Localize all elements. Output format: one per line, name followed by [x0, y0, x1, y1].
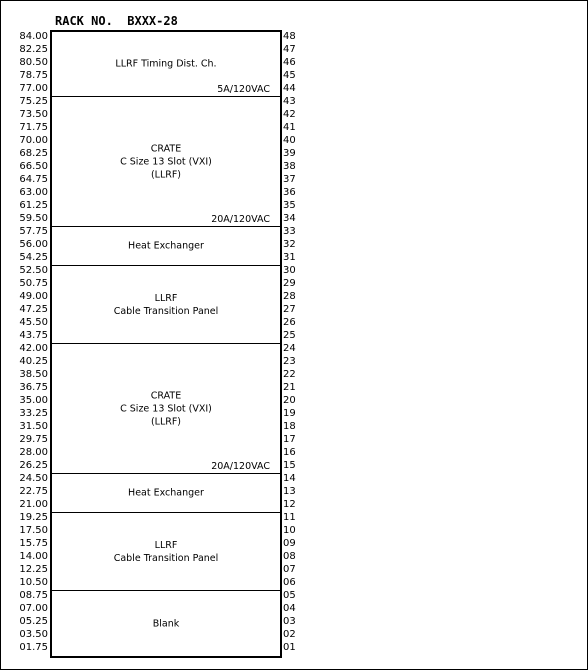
slot-label: [52, 58, 280, 71]
height-tick-label: 12.25: [19, 564, 48, 575]
slot-label-line: LLRF: [154, 292, 178, 304]
slot-label-line: Heat Exchanger: [128, 240, 204, 252]
height-tick-label: 63.00: [19, 187, 48, 198]
rack-unit-label: 24: [283, 343, 296, 354]
slot-label-line: CRATE: [150, 390, 182, 401]
rack-unit-label: 22: [283, 369, 296, 380]
height-tick-label: 71.75: [19, 122, 48, 133]
rack-unit-label: 05: [283, 590, 296, 601]
rack-unit-label: 27: [283, 304, 296, 315]
rack-slot: [52, 97, 280, 227]
height-tick-label: 84.00: [19, 31, 48, 42]
height-tick-label: 15.75: [19, 538, 48, 549]
height-tick-label: 47.25: [19, 304, 48, 315]
height-tick-label: 49.00: [19, 291, 48, 302]
slot-label-line: Cable Transition Panel: [113, 552, 219, 564]
rack-unit-label: 06: [283, 577, 296, 588]
slot-label-line: LLRF Timing Dist. Ch.: [115, 58, 217, 70]
height-tick-label: 35.00: [19, 395, 48, 406]
rack-unit-label: 28: [283, 291, 296, 302]
rack-unit-label: 33: [283, 226, 296, 237]
height-tick-label: 33.25: [19, 408, 48, 419]
height-tick-label: 01.75: [19, 642, 48, 653]
rack-unit-label: 02: [283, 629, 296, 640]
rack-unit-label: 11: [283, 512, 296, 523]
rack-unit-label: 43: [283, 96, 296, 107]
height-tick-label: 61.25: [19, 200, 48, 211]
height-tick-label: 77.00: [19, 83, 48, 94]
rack-unit-label: 17: [283, 434, 296, 445]
rack-unit-label: 01: [283, 642, 296, 653]
slot-label: [52, 487, 280, 500]
slot-label: [52, 389, 280, 428]
rack-unit-label: 14: [283, 473, 296, 484]
height-tick-label: 64.75: [19, 174, 48, 185]
slot-label: [52, 539, 280, 565]
rack-unit-label: 29: [283, 278, 296, 289]
height-tick-label: 21.00: [19, 499, 48, 510]
rack-unit-label: 41: [283, 122, 296, 133]
slot-label-line: CRATE: [150, 143, 182, 154]
rack-unit-label: 32: [283, 239, 296, 250]
height-tick-label: 10.50: [19, 577, 48, 588]
height-tick-label: 50.75: [19, 278, 48, 289]
height-tick-label: 78.75: [19, 70, 48, 81]
rack-title: RACK NO. BXXX-28: [55, 14, 178, 28]
slot-label-line: C Size 13 Slot (VXI): [120, 403, 212, 414]
rack-unit-label: 19: [283, 408, 296, 419]
height-tick-label: 14.00: [19, 551, 48, 562]
rack-unit-label: 36: [283, 187, 296, 198]
height-tick-label: 56.00: [19, 239, 48, 250]
height-tick-label: 52.50: [19, 265, 48, 276]
rack-unit-label: 40: [283, 135, 296, 146]
slot-label-line: (LLRF): [150, 169, 182, 180]
rack-slot: [52, 266, 280, 344]
rack-unit-label: 47: [283, 44, 296, 55]
slot-label-line: LLRF: [154, 539, 178, 551]
rack-unit-label: 21: [283, 382, 296, 393]
rack-unit-label: 31: [283, 252, 296, 263]
rack-slot: [52, 513, 280, 591]
rack-slot: [52, 474, 280, 513]
power-rating-note: 20A/120VAC: [211, 214, 270, 225]
rack-unit-label: 37: [283, 174, 296, 185]
height-tick-label: 19.25: [19, 512, 48, 523]
rack-unit-label: 48: [283, 31, 296, 42]
rack-unit-label: 38: [283, 161, 296, 172]
rack-unit-label: 10: [283, 525, 296, 536]
rack-unit-label: 44: [283, 83, 296, 94]
rack-unit-label: 09: [283, 538, 296, 549]
height-tick-label: 28.00: [19, 447, 48, 458]
height-tick-label: 36.75: [19, 382, 48, 393]
height-tick-label: 43.75: [19, 330, 48, 341]
slot-label-line: Cable Transition Panel: [113, 305, 219, 317]
height-tick-label: 70.00: [19, 135, 48, 146]
height-tick-label: 31.50: [19, 421, 48, 432]
rack-unit-label: 25: [283, 330, 296, 341]
power-rating-note: 5A/120VAC: [217, 84, 270, 95]
rack-unit-label: 08: [283, 551, 296, 562]
rack-unit-label: 18: [283, 421, 296, 432]
height-tick-label: 08.75: [19, 590, 48, 601]
rack-unit-label: 35: [283, 200, 296, 211]
height-tick-label: 57.75: [19, 226, 48, 237]
rack-unit-label: 20: [283, 395, 296, 406]
slot-label: [52, 292, 280, 318]
height-tick-label: 38.50: [19, 369, 48, 380]
slot-label-line: Blank: [152, 618, 180, 629]
height-tick-label: 22.75: [19, 486, 48, 497]
slot-label-line: C Size 13 Slot (VXI): [120, 156, 212, 167]
rack-unit-label: 15: [283, 460, 296, 471]
rack-slot: [52, 591, 280, 656]
rack-slot: [52, 227, 280, 266]
height-tick-label: 75.25: [19, 96, 48, 107]
rack-slot: [52, 344, 280, 474]
height-tick-label: 45.50: [19, 317, 48, 328]
height-tick-label: 68.25: [19, 148, 48, 159]
power-rating-note: 20A/120VAC: [211, 461, 270, 472]
height-tick-label: 07.00: [19, 603, 48, 614]
rack-unit-label: 03: [283, 616, 296, 627]
rack-unit-label: 39: [283, 148, 296, 159]
rack-unit-label: 13: [283, 486, 296, 497]
rack-outline: [50, 30, 282, 658]
height-tick-label: 29.75: [19, 434, 48, 445]
height-tick-label: 05.25: [19, 616, 48, 627]
height-tick-label: 26.25: [19, 460, 48, 471]
height-tick-label: 03.50: [19, 629, 48, 640]
rack-unit-label: 26: [283, 317, 296, 328]
rack-unit-label: 45: [283, 70, 296, 81]
slot-label: [52, 240, 280, 253]
rack-unit-label: 12: [283, 499, 296, 510]
height-tick-label: 80.50: [19, 57, 48, 68]
height-tick-label: 24.50: [19, 473, 48, 484]
slot-label: [52, 142, 280, 181]
height-tick-label: 59.50: [19, 213, 48, 224]
height-tick-label: 42.00: [19, 343, 48, 354]
slot-label-line: Heat Exchanger: [128, 487, 204, 499]
rack-unit-label: 46: [283, 57, 296, 68]
height-tick-label: 66.50: [19, 161, 48, 172]
slot-label-line: (LLRF): [150, 416, 182, 427]
slot-label: [52, 617, 280, 630]
rack-unit-label: 16: [283, 447, 296, 458]
rack-unit-label: 23: [283, 356, 296, 367]
rack-unit-label: 42: [283, 109, 296, 120]
height-tick-label: 73.50: [19, 109, 48, 120]
rack-slot: [52, 32, 280, 97]
rack-unit-label: 30: [283, 265, 296, 276]
rack-unit-label: 07: [283, 564, 296, 575]
height-tick-label: 82.25: [19, 44, 48, 55]
height-tick-label: 17.50: [19, 525, 48, 536]
height-tick-label: 40.25: [19, 356, 48, 367]
rack-unit-label: 04: [283, 603, 296, 614]
height-tick-label: 54.25: [19, 252, 48, 263]
rack-unit-label: 34: [283, 213, 296, 224]
